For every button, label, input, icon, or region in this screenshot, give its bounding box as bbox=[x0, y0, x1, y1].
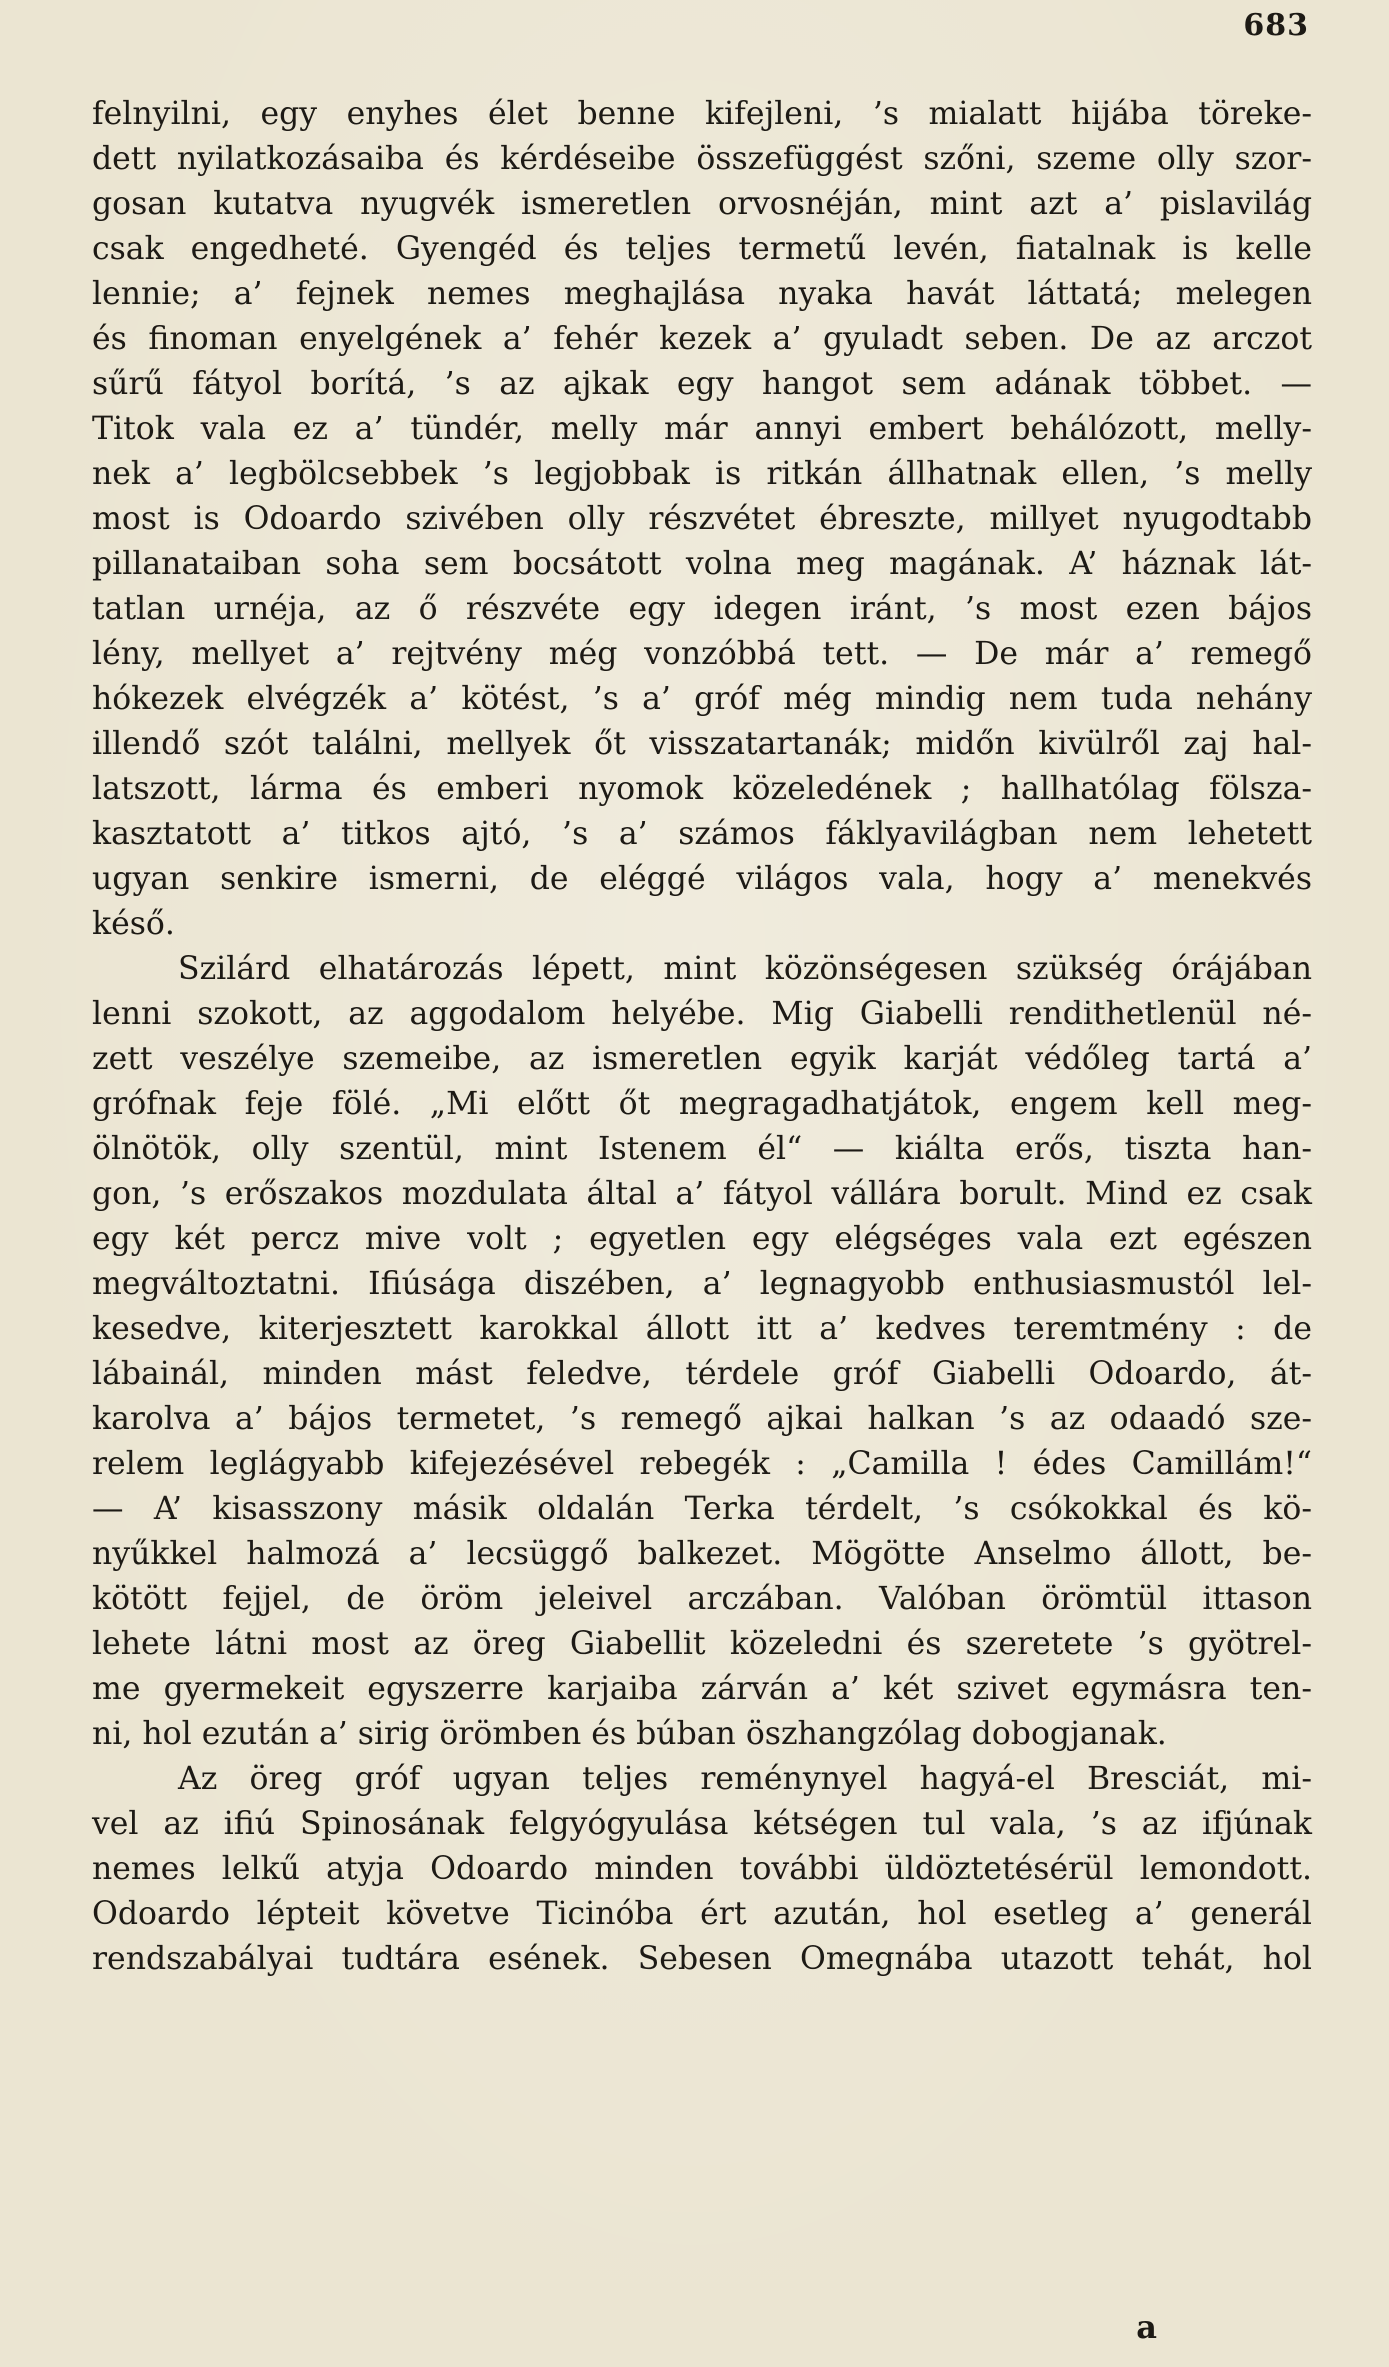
text-line: kötött fejjel, de öröm jeleivel arczában. Valóban örömtül ittason bbox=[92, 1581, 1312, 1617]
body-text bbox=[92, 92, 1312, 1982]
text-line: me gyermekeit egyszerre karjaiba zárván a’ két szivet egymásra ten- bbox=[92, 1671, 1312, 1707]
text-line: hókezek elvégzék a’ kötést, ’s a’ gróf még mindig nem tuda nehány bbox=[92, 681, 1312, 717]
text-line: lenni szokott, az aggodalom helyébe. Mig Giabelli rendithetlenül né- bbox=[92, 996, 1312, 1032]
text-line: kasztatott a’ titkos ajtó, ’s a’ számos fáklyavilágban nem lehetett bbox=[92, 816, 1312, 852]
text-line: csak engedheté. Gyengéd és teljes termetű levén, fiatalnak is kelle bbox=[92, 231, 1312, 267]
text-line: karolva a’ bájos termetet, ’s remegő ajkai halkan ’s az odaadó sze- bbox=[92, 1401, 1312, 1437]
text-line: relem leglágyabb kifejezésével rebegék : „Camilla ! édes Camillám!“ bbox=[92, 1446, 1312, 1482]
text-line: Szilárd elhatározás lépett, mint közönségesen szükség órájában bbox=[178, 951, 1312, 987]
signature-mark: a bbox=[1136, 2308, 1157, 2346]
text-line: ni, hol ezután a’ sirig örömben és búban öszhangzólag dobogjanak. bbox=[92, 1716, 1167, 1752]
page-number: 683 bbox=[1243, 8, 1309, 43]
text-line: grófnak feje fölé. „Mi előtt őt megragadhatjátok, engem kell meg- bbox=[92, 1086, 1312, 1122]
text-line: latszott, lárma és emberi nyomok közeledének ; hallhatólag fölsza- bbox=[92, 771, 1312, 807]
text-line: Az öreg gróf ugyan teljes reménynyel hagyá-el Bresciát, mi- bbox=[178, 1761, 1312, 1797]
text-line: tatlan urnéja, az ő részvéte egy idegen iránt, ’s most ezen bájos bbox=[92, 591, 1312, 627]
text-line: felnyilni, egy enyhes élet benne kifejleni, ’s mialatt hijába töreke- bbox=[92, 96, 1312, 132]
paragraph-3 bbox=[92, 1757, 1312, 1982]
text-line: rendszabályai tudtára esének. Sebesen Omegnába utazott tehát, hol bbox=[92, 1941, 1312, 1977]
text-line: nek a’ legbölcsebbek ’s legjobbak is ritkán állhatnak ellen, ’s melly bbox=[92, 456, 1312, 492]
text-line: lény, mellyet a’ rejtvény még vonzóbbá tett. — De már a’ remegő bbox=[92, 636, 1312, 672]
text-line: megváltoztatni. Ifiúsága diszében, a’ legnagyobb enthusiasmustól lel- bbox=[92, 1266, 1312, 1302]
text-line: Odoardo lépteit követve Ticinóba ért azután, hol esetleg a’ generál bbox=[92, 1896, 1312, 1932]
text-line: nemes lelkű atyja Odoardo minden további üldöztetésérül lemondott. bbox=[92, 1851, 1312, 1887]
text-line: kesedve, kiterjesztett karokkal állott itt a’ kedves teremtmény : de bbox=[92, 1311, 1312, 1347]
text-line: lehete látni most az öreg Giabellit közeledni és szeretete ’s gyötrel- bbox=[92, 1626, 1312, 1662]
text-line: vel az ifiú Spinosának felgyógyulása kétségen tul vala, ’s az ifjúnak bbox=[92, 1806, 1312, 1842]
text-line: lábainál, minden mást feledve, térdele gróf Giabelli Odoardo, át- bbox=[92, 1356, 1312, 1392]
text-line: gosan kutatva nyugvék ismeretlen orvosnéján, mint azt a’ pislavilág bbox=[92, 186, 1312, 222]
text-line: késő. bbox=[92, 906, 175, 942]
paragraph-1 bbox=[92, 92, 1312, 947]
text-line: zett veszélye szemeibe, az ismeretlen egyik karját védőleg tartá a’ bbox=[92, 1041, 1312, 1077]
text-line: pillanataiban soha sem bocsátott volna meg magának. A’ háznak lát- bbox=[92, 546, 1312, 582]
text-line: és finoman enyelgének a’ fehér kezek a’ gyuladt seben. De az arczot bbox=[92, 321, 1312, 357]
text-line: dett nyilatkozásaiba és kérdéseibe összefüggést szőni, szeme olly szor- bbox=[92, 141, 1312, 177]
text-line: ölnötök, olly szentül, mint Istenem él“ — kiálta erős, tiszta han- bbox=[92, 1131, 1312, 1167]
text-line: sűrű fátyol borítá, ’s az ajkak egy hangot sem adának többet. — bbox=[92, 366, 1312, 402]
text-line: ugyan senkire ismerni, de eléggé világos vala, hogy a’ menekvés bbox=[92, 861, 1312, 897]
paragraph-2 bbox=[92, 947, 1312, 1757]
text-line: nyűkkel halmozá a’ lecsüggő balkezet. Mögötte Anselmo állott, be- bbox=[92, 1536, 1312, 1572]
text-line: gon, ’s erőszakos mozdulata által a’ fátyol vállára borult. Mind ez csak bbox=[92, 1176, 1312, 1212]
text-line: lennie; a’ fejnek nemes meghajlása nyaka havát láttatá; melegen bbox=[92, 276, 1312, 312]
text-line: Titok vala ez a’ tündér, melly már annyi embert behálózott, melly- bbox=[92, 411, 1312, 447]
text-line: egy két percz mive volt ; egyetlen egy elégséges vala ezt egészen bbox=[92, 1221, 1312, 1257]
text-line: — A’ kisasszony másik oldalán Terka térdelt, ’s csókokkal és kö- bbox=[92, 1491, 1312, 1527]
text-line: most is Odoardo szivében olly részvétet ébreszte, millyet nyugodtabb bbox=[92, 501, 1312, 537]
text-line: illendő szót találni, mellyek őt visszatartanák; midőn kivülről zaj hal- bbox=[92, 726, 1312, 762]
